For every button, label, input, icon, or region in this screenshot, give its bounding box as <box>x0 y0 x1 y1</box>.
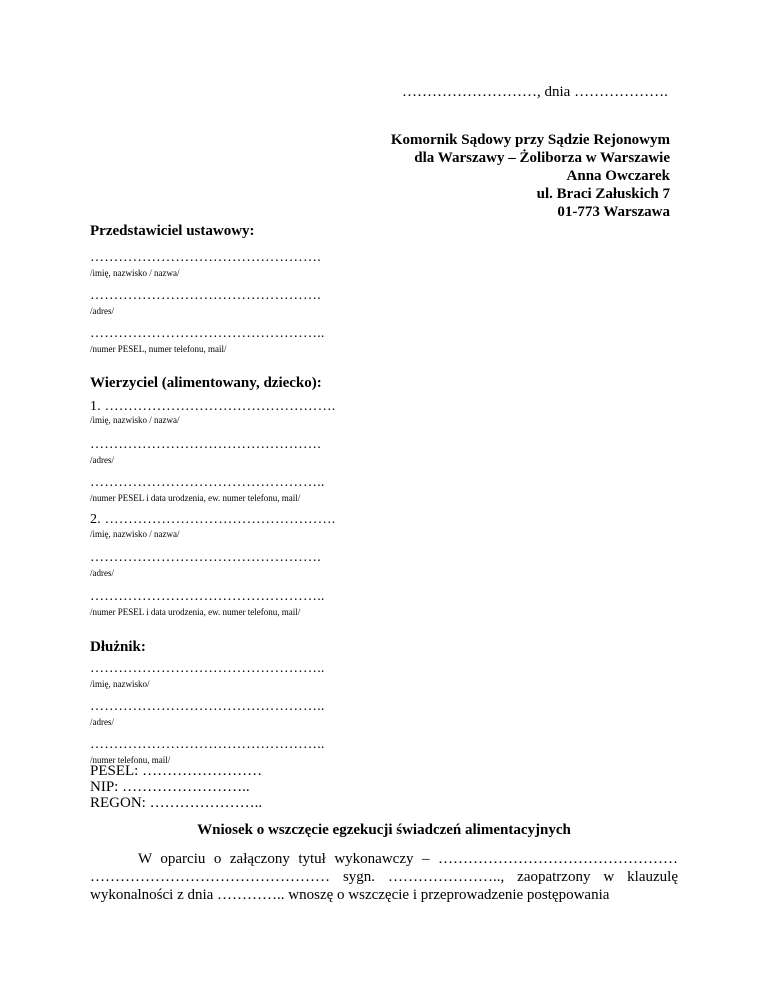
recipient-line-4: ul. Braci Załuskich 7 <box>536 186 670 202</box>
creditor-2-name-field: 2. …………………………………………. <box>90 512 336 527</box>
debtor-pesel-field: PESEL: …………………… <box>90 763 263 779</box>
debtor-contact-caption: /numer telefonu, mail/ <box>90 755 171 765</box>
creditor-1-name-field: 1. …………………………………………. <box>90 399 336 414</box>
request-paragraph: W oparciu o załączony tytuł wykonawczy – ………………………………………… ………………………………………… sygn. ………………….., zaopatrzony w klauzulę wykonalności z dnia ………….. wnoszę o wszczęcie i przeprowadzenie postępowania <box>90 851 678 903</box>
recipient-line-1: Komornik Sądowy przy Sądzie Rejonowym <box>390 132 670 148</box>
representative-pesel-caption: /numer PESEL, numer telefonu, mail/ <box>90 344 227 354</box>
debtor-heading: Dłużnik: <box>90 639 146 655</box>
creditor-2-pesel-caption: /numer PESEL i data urodzenia, ew. numer telefonu, mail/ <box>90 607 301 617</box>
debtor-name-caption: /imię, nazwisko/ <box>90 679 150 689</box>
representative-name-field: …………………………………………. <box>90 250 321 265</box>
creditor-2-address-caption: /adres/ <box>90 568 114 578</box>
creditor-1-address-caption: /adres/ <box>90 455 114 465</box>
creditor-2-address-field: …………………………………………. <box>90 550 321 565</box>
debtor-nip-field: NIP: …………………….. <box>90 779 250 795</box>
debtor-name-field: ………………………………………….. <box>90 661 325 676</box>
debtor-contact-field: ………………………………………….. <box>90 737 325 752</box>
representative-address-caption: /adres/ <box>90 306 114 316</box>
representative-heading: Przedstawiciel ustawowy: <box>90 223 255 239</box>
debtor-address-caption: /adres/ <box>90 717 114 727</box>
creditor-1-name-caption: /imię, nazwisko / nazwa/ <box>90 415 180 425</box>
recipient-line-2: dla Warszawy – Żoliborza w Warszawie <box>414 150 670 166</box>
recipient-line-3: Anna Owczarek <box>566 168 670 184</box>
debtor-regon-field: REGON: ………………….. <box>90 795 263 811</box>
recipient-line-5: 01-773 Warszawa <box>557 204 670 220</box>
representative-pesel-field: ………………………………………….. <box>90 326 325 341</box>
creditor-2-name-caption: /imię, nazwisko / nazwa/ <box>90 529 180 539</box>
creditor-2-pesel-field: ………………………………………….. <box>90 589 325 604</box>
creditor-heading: Wierzyciel (alimentowany, dziecko): <box>90 375 322 391</box>
creditor-1-pesel-caption: /numer PESEL i data urodzenia, ew. numer telefonu, mail/ <box>90 493 301 503</box>
creditor-1-pesel-field: ………………………………………….. <box>90 475 325 490</box>
representative-address-field: …………………………………………. <box>90 288 321 303</box>
request-title: Wniosek o wszczęcie egzekucji świadczeń alimentacyjnych <box>197 822 571 838</box>
creditor-1-address-field: …………………………………………. <box>90 437 321 452</box>
debtor-address-field: ………………………………………….. <box>90 699 325 714</box>
representative-name-caption: /imię, nazwisko / nazwa/ <box>90 268 180 278</box>
place-date-line: ………………………, dnia ………………. <box>402 84 668 100</box>
